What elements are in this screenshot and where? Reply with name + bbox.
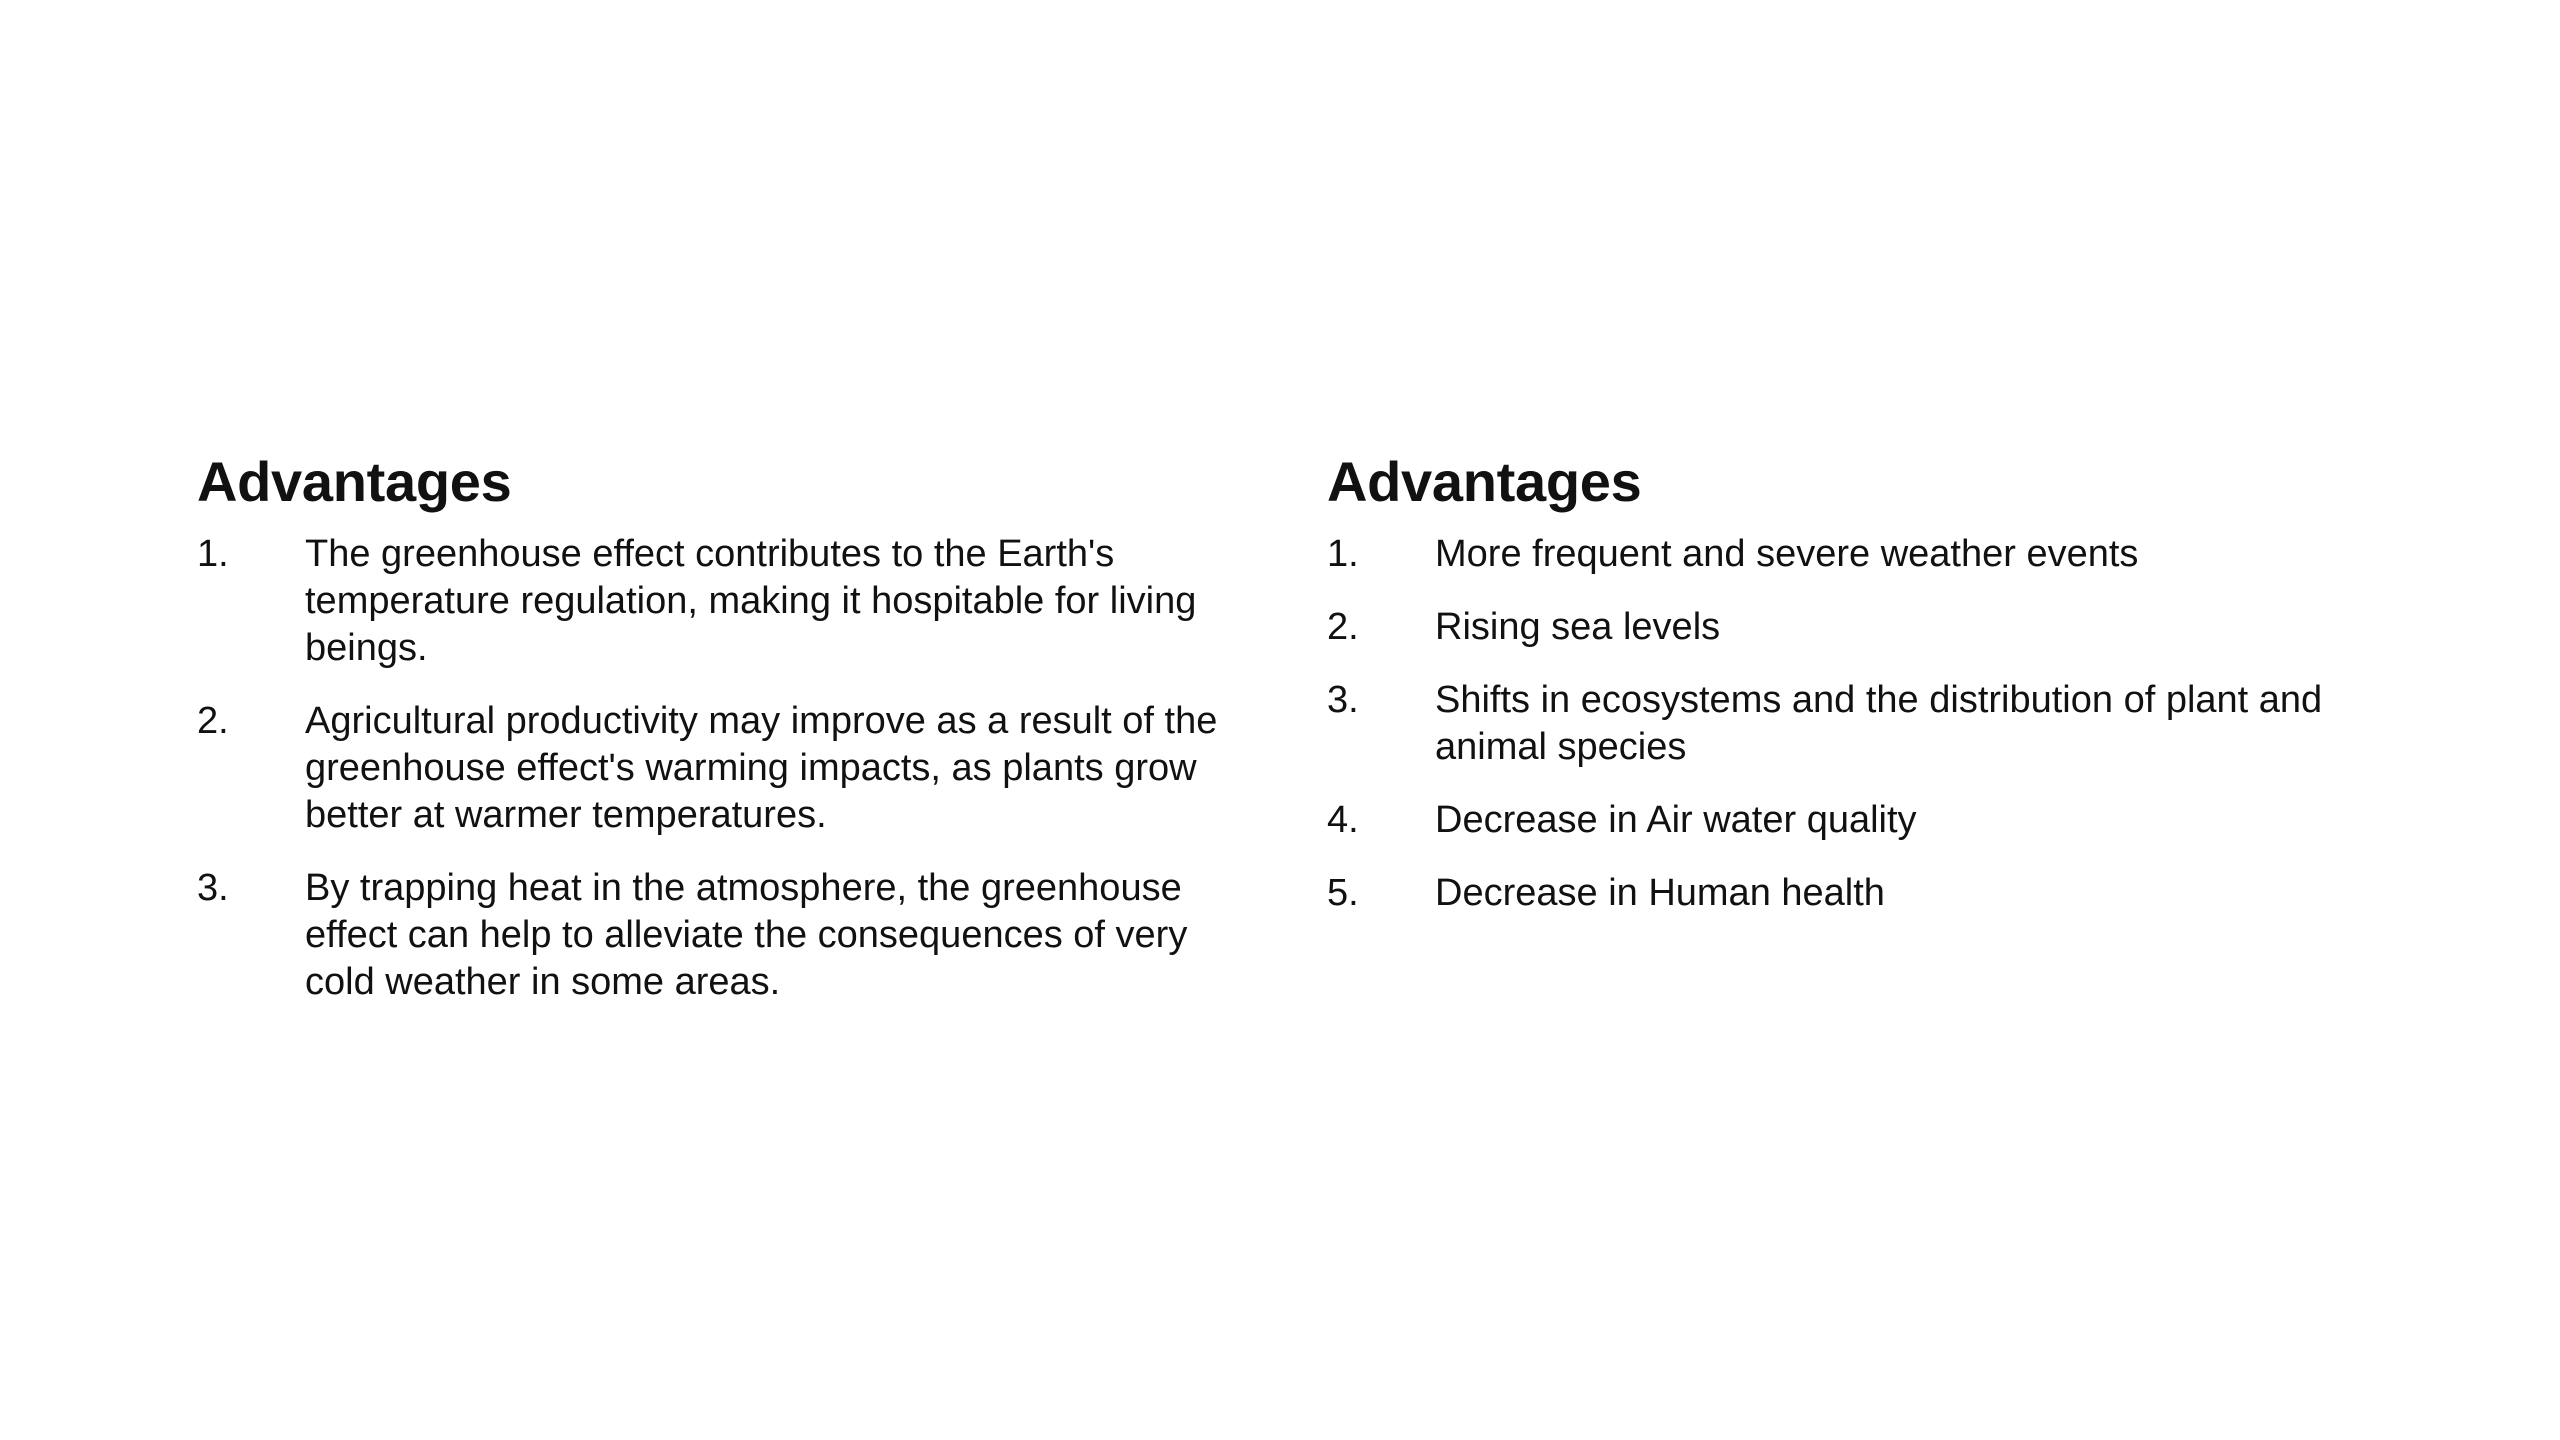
item-number: 1. — [197, 533, 229, 575]
item-number: 1. — [1327, 533, 1359, 575]
item-text: Shifts in ecosystems and the distribution of plant and animal species — [1435, 679, 2323, 768]
right-list — [1327, 531, 2427, 917]
right-heading: Advantages — [1327, 450, 1642, 513]
item-text: Decrease in Air water quality — [1435, 799, 1917, 841]
list-item — [1327, 797, 2427, 844]
list-item — [1327, 531, 2427, 578]
item-text: By trapping heat in the atmosphere, the greenhouse effect can help to alleviate the consequences of very cold weather in some areas. — [305, 867, 1188, 1003]
item-number: 2. — [197, 700, 229, 742]
item-text: Agricultural productivity may improve as a result of the greenhouse effect's warming impacts, as plants grow better at warmer temperatures. — [305, 700, 1218, 836]
list-item — [1327, 870, 2427, 917]
item-text: The greenhouse effect contributes to the Earth's temperature regulation, making it hospitable for living beings. — [305, 533, 1197, 669]
item-number: 3. — [1327, 679, 1359, 721]
list-item — [197, 698, 1267, 839]
list-item — [197, 865, 1267, 1006]
list-item — [197, 531, 1267, 672]
list-item — [1327, 677, 2427, 771]
item-number: 3. — [197, 867, 229, 909]
left-column — [197, 445, 1267, 1032]
item-number: 2. — [1327, 606, 1359, 648]
left-list — [197, 531, 1267, 1006]
item-number: 4. — [1327, 799, 1359, 841]
item-text: Rising sea levels — [1435, 606, 1721, 648]
list-item — [1327, 604, 2427, 651]
left-heading: Advantages — [197, 450, 512, 513]
item-number: 5. — [1327, 872, 1359, 914]
item-text: Decrease in Human health — [1435, 872, 1885, 914]
item-text: More frequent and severe weather events — [1435, 533, 2139, 575]
right-column — [1327, 445, 2427, 943]
